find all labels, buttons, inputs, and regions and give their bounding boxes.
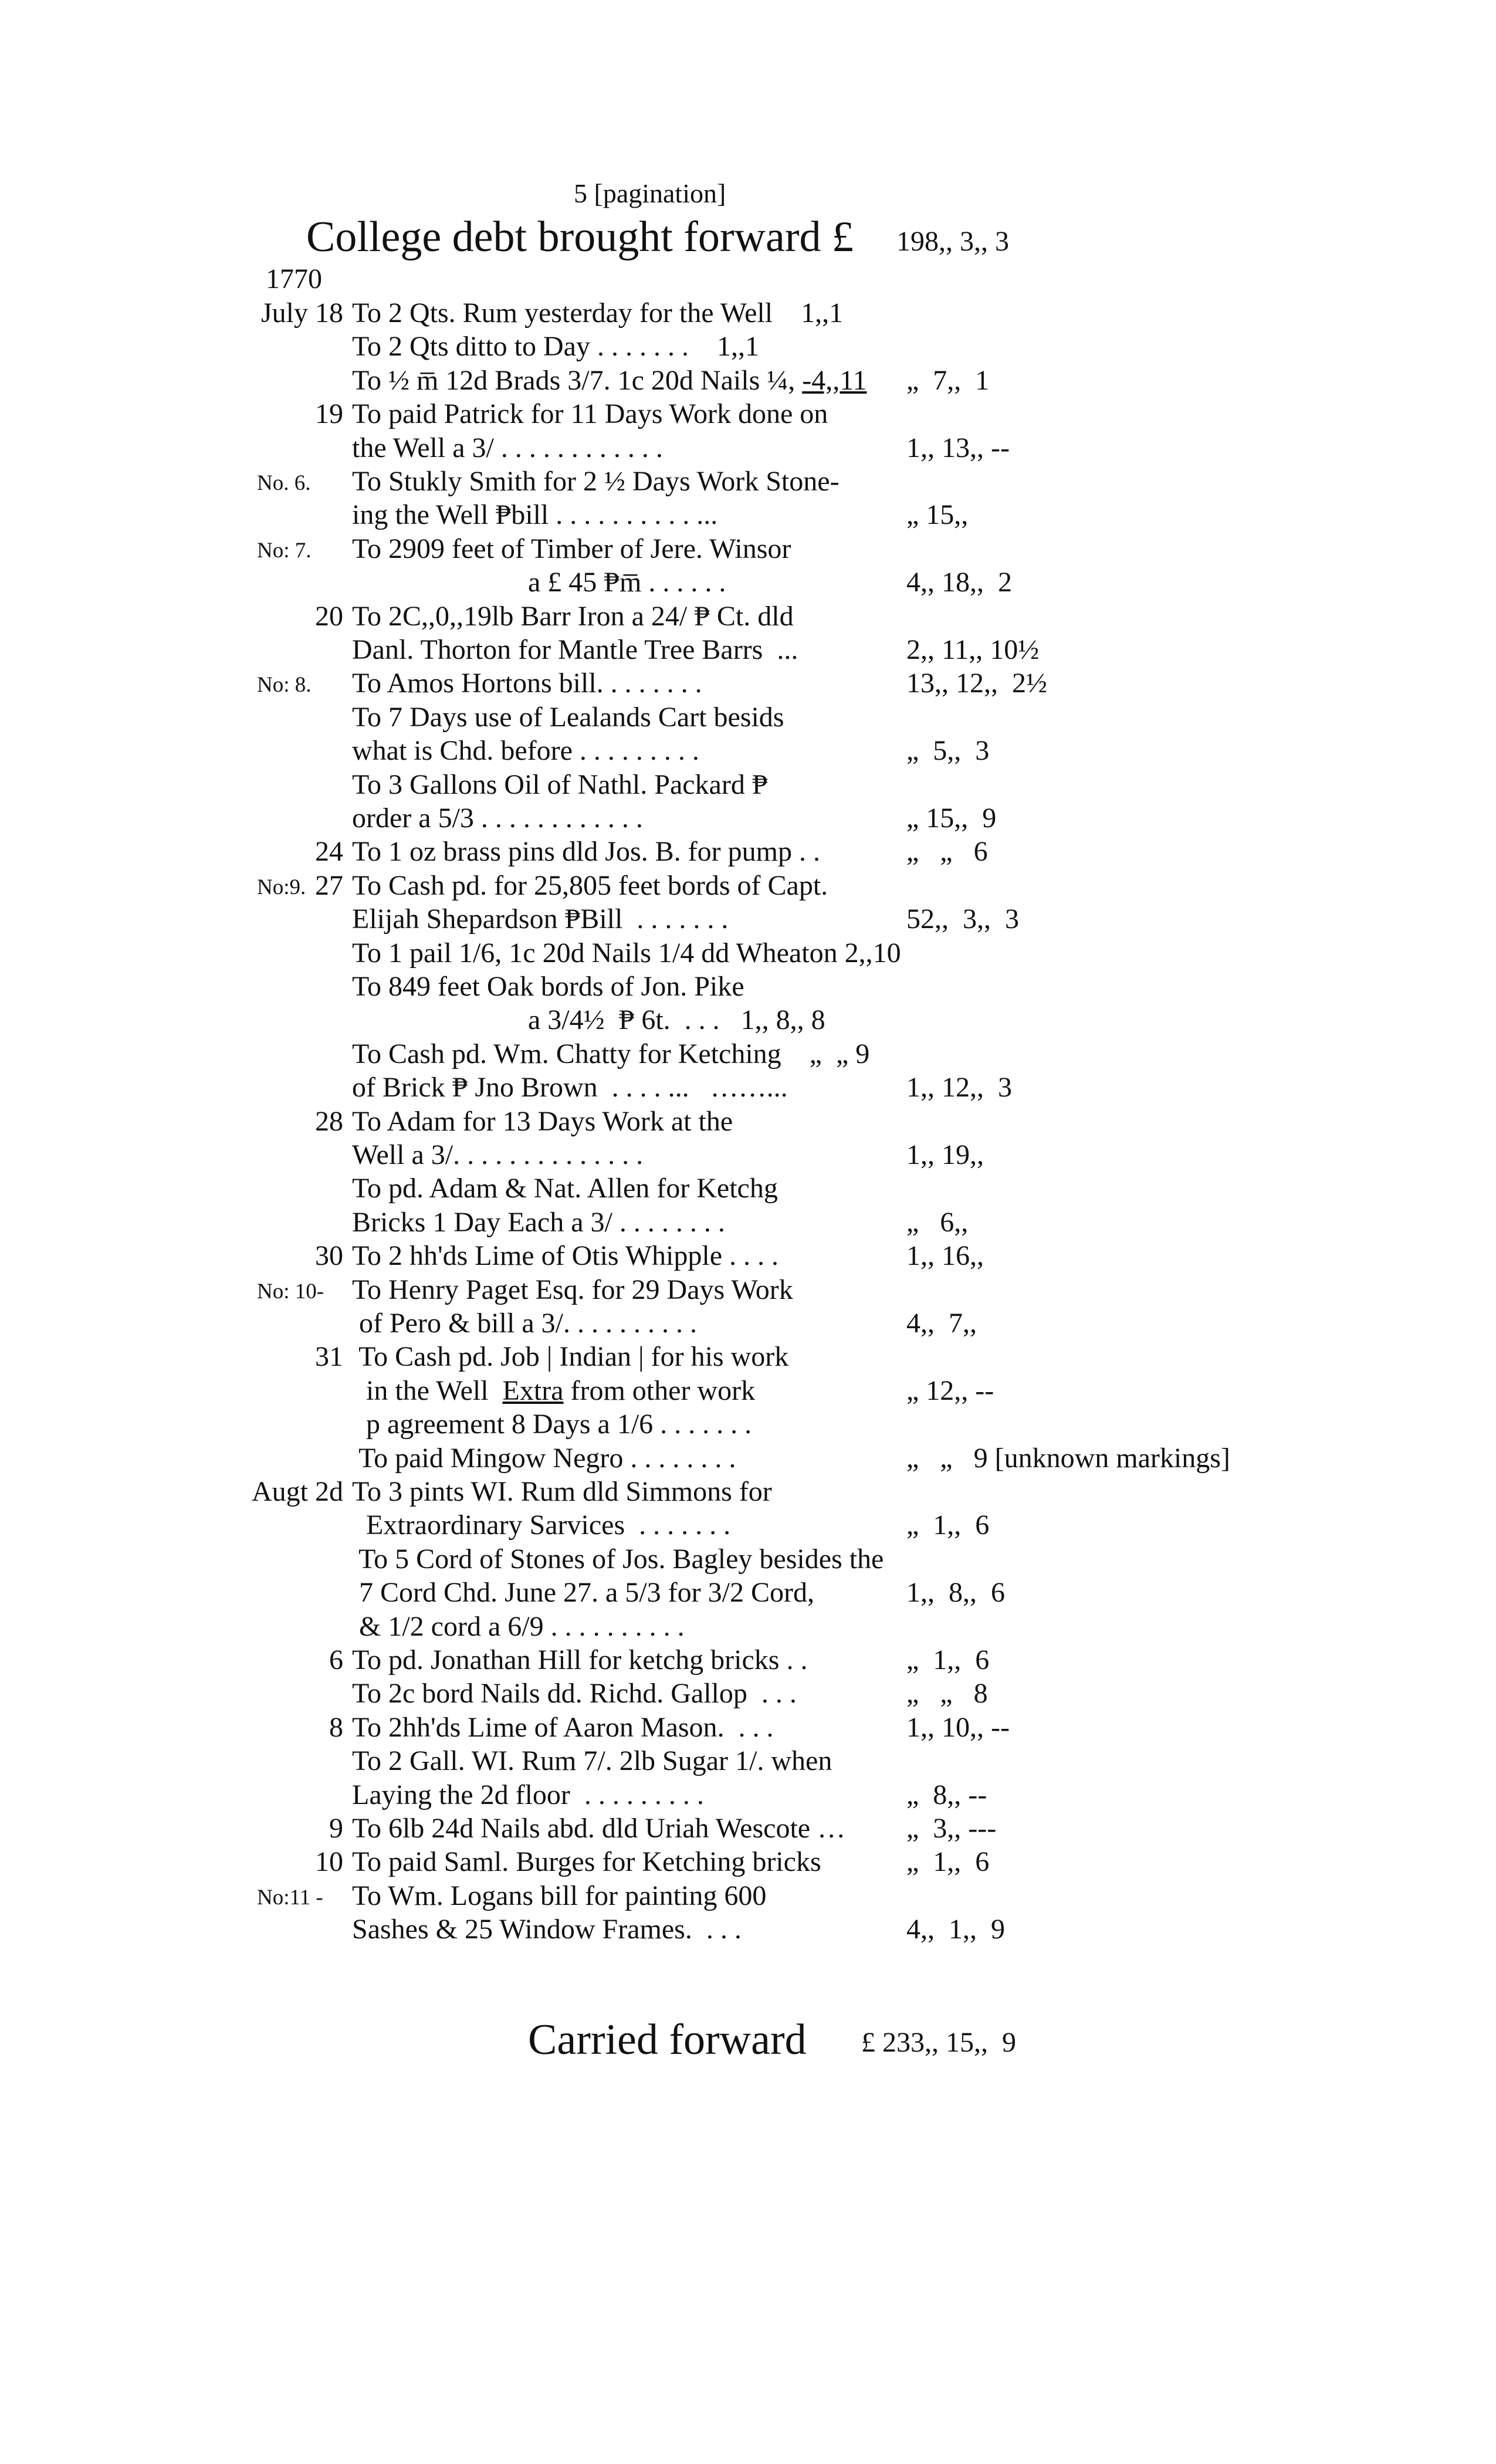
entry-amount: „ 8,, --: [906, 1779, 987, 1810]
entry-amount: „ 15,, 9: [906, 803, 997, 834]
entry-text: Sashes & 25 Window Frames. . . .: [352, 1914, 742, 1945]
entry-date: 10: [315, 1846, 343, 1877]
entry-text: To pd. Adam & Nat. Allen for Ketchg: [352, 1173, 778, 1204]
entry-text: what is Chd. before . . . . . . . . .: [352, 735, 699, 766]
entry-text-continued: from other work: [563, 1375, 756, 1406]
entry-amount: „ „ 6: [906, 836, 988, 867]
pagination-label: 5 [pagination]: [574, 178, 726, 208]
entry-description: [352, 1276, 793, 1304]
entry-date: 19: [315, 398, 343, 429]
entry-text: To paid Mingow Negro . . . . . . . .: [352, 1443, 736, 1474]
entry-date: 27: [315, 870, 343, 901]
entry-number: No:9.: [257, 875, 306, 899]
entry-description: [352, 1848, 821, 1876]
entry-description: [352, 771, 768, 799]
entry-description: [352, 1714, 774, 1742]
entry-amount: „ „ 9 [unknown markings]: [906, 1443, 1230, 1474]
entry-text: a £ 45 ₱m̅ . . . . . .: [528, 567, 726, 598]
entry-description: [352, 636, 798, 664]
entry-text: To 6lb 24d Nails abd. dld Uriah Wescote …: [352, 1813, 846, 1844]
entry-text: To 2hh'ds Lime of Aaron Mason. . . .: [352, 1712, 774, 1743]
entry-text: To ½ m̅ 12d Brads 3/7. 1c 20d Nails ¼,: [352, 365, 803, 396]
entry-date: 24: [315, 836, 343, 867]
entry-text: To Stukly Smith for 2 ½ Days Work Stone-: [352, 466, 840, 497]
entry-text: To 2 Gall. WI. Rum 7/. 2lb Sugar 1/. when: [352, 1745, 832, 1776]
entry-description: [352, 1309, 697, 1338]
entry-description: [352, 1141, 643, 1169]
entry-description: [352, 1377, 755, 1405]
entry-description: [352, 1478, 772, 1506]
entry-amount: 1,, 13,, --: [906, 432, 1010, 463]
entry-amount: 52,, 3,, 3: [906, 903, 1019, 935]
entry-text: To pd. Jonathan Hill for ketchg bricks . .: [352, 1644, 808, 1676]
entry-description: [352, 872, 828, 900]
entry-text: p agreement 8 Days a 1/6 . . . . . . .: [352, 1409, 752, 1440]
entry-description: [352, 1108, 733, 1136]
entry-description: [352, 1444, 736, 1473]
entry-text: a 3/4½ ₱ 6t. . . . 1,, 8,, 8: [528, 1004, 825, 1035]
entry-text: To Cash pd. for 25,805 feet bords of Capt.: [352, 870, 828, 901]
entry-description: [352, 1175, 778, 1203]
entry-text: order a 5/3 . . . . . . . . . . . .: [352, 803, 643, 834]
entry-description: [352, 1410, 752, 1439]
entry-text: To 2 Qts. Rum yesterday for the Well 1,,1: [352, 297, 844, 329]
entry-description: [352, 1545, 884, 1573]
entry-text: To 7 Days use of Lealands Cart besids: [352, 702, 784, 733]
entry-text: To 2909 feet of Timber of Jere. Winsor: [352, 533, 791, 564]
entry-amount: 4,, 18,, 2: [906, 567, 1012, 598]
entry-text: & 1/2 cord a 6/9 . . . . . . . . . .: [352, 1611, 685, 1642]
entry-description: [352, 804, 643, 832]
entry-description: [352, 1680, 797, 1708]
entry-amount: 2,, 11,, 10½: [906, 634, 1040, 665]
entry-description: [352, 1815, 845, 1843]
entry-text: ing the Well ₱bill . . . . . . . . . . ...: [352, 499, 718, 530]
entry-description: [352, 501, 717, 529]
entry-text: 7 Cord Chd. June 27. a 5/3 for 3/2 Cord,: [352, 1577, 814, 1608]
entry-text: Laying the 2d floor . . . . . . . . .: [352, 1779, 704, 1810]
entry-description: [352, 535, 791, 563]
entry-description: [352, 1747, 832, 1775]
entry-date: 28: [315, 1106, 343, 1137]
entry-text: To paid Patrick for 11 Days Work done on: [352, 398, 828, 429]
underlined-text: -4,,11: [802, 365, 867, 396]
entry-text: Well a 3/. . . . . . . . . . . . . .: [352, 1139, 644, 1170]
entry-amount: 1,, 16,,: [906, 1240, 984, 1271]
entry-text: To 5 Cord of Stones of Jos. Bagley besides the: [352, 1544, 884, 1575]
entry-date: 8: [329, 1712, 343, 1743]
entry-number: No: 7.: [257, 539, 312, 563]
entry-text: To 849 feet Oak bords of Jon. Pike: [352, 971, 744, 1002]
entry-text: To 2C,,0,,19lb Barr Iron a 24/ ₱ Ct. dld: [352, 601, 794, 632]
entry-text: To 3 pints WI. Rum dld Simmons for: [352, 1476, 772, 1507]
entry-amount: 13,, 12,, 2½: [906, 668, 1047, 699]
entry-amount: 4,, 1,, 9: [906, 1914, 1005, 1945]
entry-text: Bricks 1 Day Each a 3/ . . . . . . . .: [352, 1207, 725, 1238]
entry-text: To 1 pail 1/6, 1c 20d Nails 1/4 dd Wheaton 2,,10: [352, 937, 901, 969]
entry-date: 9: [329, 1813, 343, 1844]
entry-description: [352, 603, 794, 631]
entry-number: No. 6.: [257, 471, 311, 495]
entry-description: [352, 1040, 869, 1068]
entry-amount: 4,, 7,,: [906, 1308, 977, 1339]
entry-description: [352, 1579, 814, 1607]
entry-text: To 3 Gallons Oil of Nathl. Packard ₱: [352, 769, 768, 800]
entry-description: [352, 1915, 742, 1944]
page-title: College debt brought forward £: [306, 213, 854, 261]
entry-description: [528, 1006, 825, 1034]
entry-description: [352, 1074, 788, 1102]
entry-description: [352, 400, 828, 428]
entry-number: No: 10-: [257, 1280, 324, 1304]
entry-date: 6: [329, 1644, 343, 1676]
entry-text: To Henry Paget Esq. for 29 Days Work: [352, 1274, 793, 1305]
entry-description: [352, 1242, 779, 1270]
entry-date: 31: [315, 1341, 343, 1372]
entry-description: [352, 838, 820, 866]
entry-description: [352, 367, 867, 395]
entry-amount: 1,, 19,,: [906, 1139, 984, 1170]
entry-description: [352, 737, 699, 765]
entry-amount: „ 1,, 6: [906, 1644, 990, 1676]
entry-amount: 1,, 10,, --: [906, 1712, 1010, 1743]
entry-text: To paid Saml. Burges for Ketching bricks: [352, 1846, 821, 1877]
entry-description: [352, 905, 728, 933]
entry-text: Danl. Thorton for Mantle Tree Barrs ...: [352, 634, 798, 665]
entry-description: [352, 1209, 725, 1237]
entry-text: To Cash pd. Job | Indian | for his work: [352, 1341, 789, 1372]
entry-description: [352, 434, 663, 462]
entry-date: July 18: [260, 297, 343, 329]
entry-amount: „ 15,,: [906, 499, 969, 530]
entry-description: [528, 568, 726, 597]
entry-amount: „ „ 8: [906, 1678, 988, 1709]
entry-text: To 2 hh'ds Lime of Otis Whipple . . . .: [352, 1240, 779, 1271]
entry-description: [352, 1343, 788, 1371]
entry-text: To 2 Qts ditto to Day . . . . . . . 1,,1: [352, 331, 759, 362]
entry-description: [352, 1882, 766, 1910]
entry-text: of Brick ₱ Jno Brown . . . . ... ……...: [352, 1072, 788, 1103]
carried-forward-amount: £ 233,, 15,, 9: [861, 2027, 1016, 2058]
entry-description: [352, 703, 784, 732]
entry-amount: 1,, 8,, 6: [906, 1577, 1005, 1608]
entry-amount: „ 1,, 6: [906, 1846, 990, 1877]
entry-description: [352, 669, 702, 698]
entry-date: 30: [315, 1240, 343, 1271]
entry-text: Extraordinary Sarvices . . . . . . .: [352, 1509, 731, 1541]
entry-description: [352, 1613, 685, 1641]
entry-text: To Cash pd. Wm. Chatty for Ketching „ „ 9: [352, 1038, 870, 1069]
entry-description: [352, 1511, 730, 1539]
title-amount: 198,, 3,, 3: [896, 226, 1009, 257]
entry-text: in the Well: [352, 1375, 503, 1406]
entry-description: [352, 1781, 704, 1809]
entry-description: [352, 1646, 807, 1674]
entry-text: Elijah Shepardson ₱Bill . . . . . . .: [352, 903, 729, 935]
entry-text: To 1 oz brass pins dld Jos. B. for pump . .: [352, 836, 820, 867]
entry-number: No: 8.: [257, 673, 312, 697]
entry-text: of Pero & bill a 3/. . . . . . . . . .: [352, 1308, 697, 1339]
entry-description: [352, 973, 744, 1001]
entry-text: To Wm. Logans bill for painting 600: [352, 1880, 767, 1911]
entry-description: [352, 468, 840, 496]
entry-text: the Well a 3/ . . . . . . . . . . . .: [352, 432, 663, 463]
entry-amount: „ 5,, 3: [906, 735, 990, 766]
entry-text: To Amos Hortons bill. . . . . . . .: [352, 668, 702, 699]
entry-date: Augt 2d: [252, 1476, 343, 1507]
underlined-text: Extra: [502, 1375, 564, 1406]
entry-amount: „ 1,, 6: [906, 1509, 990, 1541]
entry-description: [352, 939, 901, 967]
entry-amount: „ 3,, ---: [906, 1813, 997, 1844]
year-label: 1770: [266, 263, 322, 295]
entry-number: No:11 -: [257, 1886, 323, 1910]
carried-forward-label: Carried forward: [528, 2016, 807, 2064]
entry-amount: „ 12,, --: [906, 1375, 994, 1406]
entry-text: To 2c bord Nails dd. Richd. Gallop . . .: [352, 1678, 797, 1709]
entry-date: 20: [315, 601, 343, 632]
entry-amount: 1,, 12,, 3: [906, 1072, 1012, 1103]
entry-amount: „ 7,, 1: [906, 365, 990, 396]
entry-text: To Adam for 13 Days Work at the: [352, 1106, 733, 1137]
entry-description: [352, 299, 843, 327]
entry-description: [352, 333, 759, 361]
entry-amount: „ 6,,: [906, 1207, 969, 1238]
